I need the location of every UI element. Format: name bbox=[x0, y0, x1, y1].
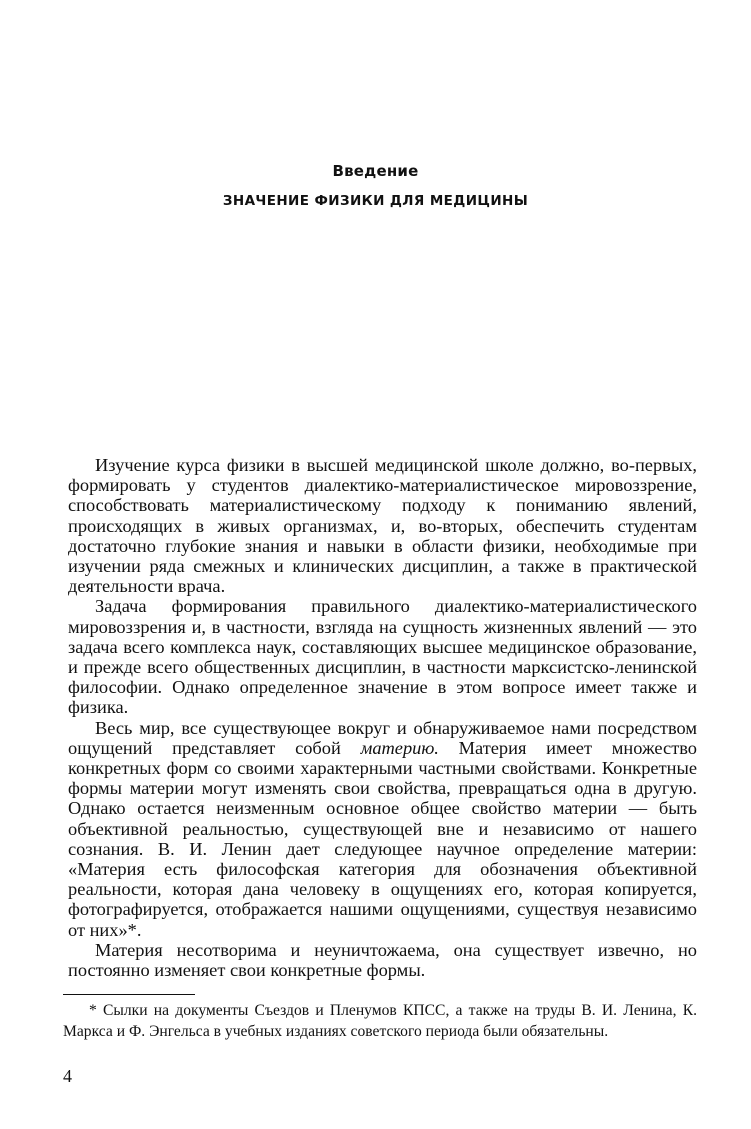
body-text bbox=[68, 455, 697, 980]
matter-term: материю. bbox=[360, 737, 439, 758]
footnote-text: * Сылки на документы Съездов и Пленумов КПСС, а также на труды В. И. Ленина, К. Маркса и Ф. Энгельса в учебных изданиях советского периода были обязательны. bbox=[63, 1002, 697, 1040]
footnote bbox=[63, 1001, 697, 1042]
paragraph-1: Изучение курса физики в высшей медицинской школе должно, во-первых, формировать у студентов диалектико-материалистическое мировоззрение, способствовать материалистическому подходу к пониманию явлений, происходящих в живых организмах, и, во-вторых, обеспечить студентам достаточно глубокие знания и навыки в области физики, необходимые при изучении ряда смежных и клинических дисциплин, а также в практической деятельности врача. bbox=[68, 455, 697, 597]
paragraph-3-end: Материя имеет множество конкретных форм со своими характерными частными свойствами. Конкретные формы материи могут изменять свои свойства, превращаться одна в другую. Однако остается неизменным основное общее свойство материи — быть объективной реальностью, существующей вне и независимо от нашего сознания. В. И. Ленин дает следующее научное определение материи: «Материя есть философская категория для обозначения объективной реальности, которая дана человеку в ощущениях его, которая копируется, фотографируется, отображается нашими ощущениями, существуя независимо от них»*. bbox=[68, 737, 697, 940]
paragraph-3 bbox=[68, 718, 697, 940]
footnote-divider bbox=[63, 994, 195, 995]
page-number: 4 bbox=[63, 1066, 72, 1086]
chapter-subtitle: ЗНАЧЕНИЕ ФИЗИКИ ДЛЯ МЕДИЦИНЫ bbox=[222, 193, 529, 209]
paragraph-4: Материя несотворима и неуничтожаема, она существует извечно, но постоянно изменяет свои конкретные формы. bbox=[68, 939, 697, 981]
paragraph-2: Задача формирования правильного диалектико-материалистического мировоззрения и, в частности, взгляда на сущность жизненных явлений — это задача всего комплекса наук, составляющих высшее медицинское образование, и прежде всего общественных дисциплин, в частности марксистско-ленинской философии. Однако определенное значение в этом вопросе имеет также и физика. bbox=[68, 596, 697, 718]
chapter-title: Введение bbox=[332, 162, 419, 180]
paragraph-3-start: Весь мир, все существующее вокруг и обнаруживаемое нами посредством ощущений представляет собой bbox=[68, 717, 697, 758]
